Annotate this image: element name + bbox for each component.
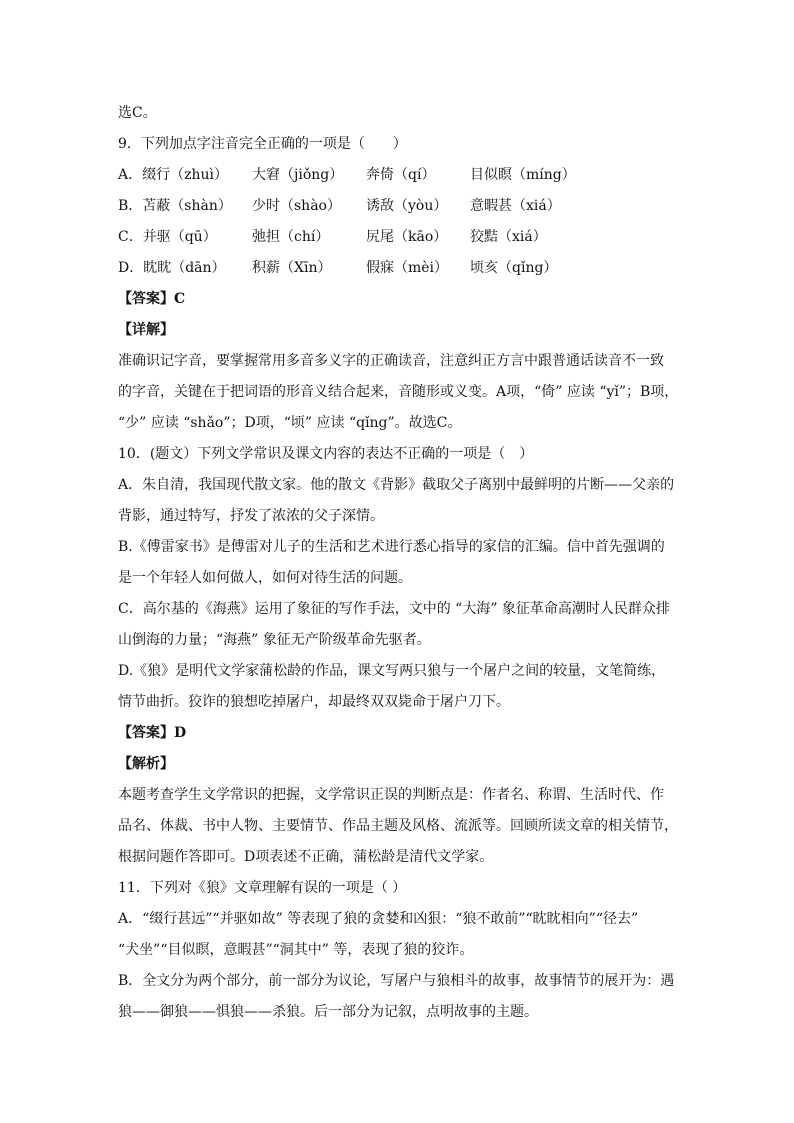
explanation-heading: 【详解】 [118,322,174,338]
option-c-item-3: 尻尾（kāo） [366,229,448,245]
question-11-option-b: B．全文分为两个部分，前一部分为议论，写屠户与狼相斗的故事，故事情节的展开为：遇 [118,973,675,989]
question-10-option-b-cont: 是一个年轻人如何做人，如何对待生活的问题。 [118,570,412,586]
question-10-option-b: B.《傅雷家书》是傅雷对儿子的生活和艺术进行悉心指导的家信的汇编。信中首先强调的 [118,539,665,555]
explanation-line: 准确识记字音，要掌握常用多音多义字的正确读音，注意纠正方言中跟普通话读音不一致 [118,353,664,369]
question-10-stem: 10．(题文）下列文学常识及课文内容的表达不正确的一项是（ ） [118,446,534,462]
question-10-option-c-cont: 山倒海的力量；“海燕” 象征无产阶级革命先驱者。 [118,632,431,648]
question-10-option-d: D.《狼》是明代文学家蒲松龄的作品，课文写两只狼与一个屠户之间的较量，文笔简练， [118,663,666,679]
question-9-stem: 9．下列加点字注音完全正确的一项是（ ） [118,136,407,152]
option-a-item-3: 奔倚（qí） [366,167,436,183]
option-b-item-4: 意暇甚（xiá） [470,198,561,214]
answer-label: 【答案】D [118,725,187,741]
option-b-item-2: 少时（shào） [252,198,341,214]
analysis-line: 根据问题作答即可。D项表述不正确，蒲松龄是清代文学家。 [118,849,494,865]
option-c-item-1: C．并驱（qū） [118,229,217,245]
analysis-line: 品名、体裁、书中人物、主要情节、作品主题及风格、流派等。回顾所读文章的相关情节， [118,818,678,834]
option-a-item-4: 目似瞑（míng） [470,167,576,183]
explanation-line: “少” 应读 “shǎo”；D项，“顷” 应读 “qǐng”。故选C。 [118,415,462,431]
question-11-option-a: A．“缀行甚远”“并驱如故” 等表现了狼的贪婪和凶狠：“狼不敢前”“眈眈相向”“径去” [118,911,639,927]
option-c-item-2: 弛担（chí） [252,229,330,245]
text-line: 选C。 [118,105,157,121]
option-b-item-3: 诱敌（yòu） [366,198,448,214]
question-11-option-b-cont: 狼——御狼——惧狼——杀狼。后一部分为记叙，点明故事的主题。 [118,1004,538,1020]
analysis-heading: 【解析】 [118,756,174,772]
option-d-item-2: 积薪（Xīn） [252,260,332,276]
question-10-option-a-cont: 背影，通过特写，抒发了浓浓的父子深情。 [118,508,384,524]
option-d-item-3: 假寐（mèi） [366,260,449,276]
option-c-item-4: 狡黠（xiá） [470,229,547,245]
question-11-stem: 11．下列对《狼》文章理解有误的一项是（ ） [118,880,407,896]
option-b-item-1: B．苫蔽（shàn） [118,198,232,214]
option-d-item-1: D．眈眈（dān） [118,260,226,276]
answer-label: 【答案】C [118,291,186,307]
question-11-option-a-cont: “犬坐”“目似瞑，意暇甚”“洞其中” 等，表现了狼的狡诈。 [118,942,474,958]
question-10-option-a: A．朱自清，我国现代散文家。他的散文《背影》截取父子离别中最鲜明的片断——父亲的 [118,477,675,493]
analysis-line: 本题考查学生文学常识的把握，文学常识正误的判断点是：作者名、称谓、生活时代、作 [118,787,664,803]
explanation-line: 的字音，关键在于把词语的形音义结合起来，音随形或义变。A项，“倚” 应读 “yǐ”；B项， [118,384,679,400]
question-10-option-c: C．高尔基的《海燕》运用了象征的写作手法，文中的 “大海” 象征革命高潮时人民群众排 [118,601,670,617]
option-a-item-1: A．缀行（zhuì） [118,167,228,183]
question-10-option-d-cont: 情节曲折。狡诈的狼想吃掉屠户，却最终双双毙命于屠户刀下。 [118,694,510,710]
option-a-item-2: 大窘（jiǒng） [252,167,344,183]
option-d-item-4: 顷亥（qǐng） [470,260,558,276]
